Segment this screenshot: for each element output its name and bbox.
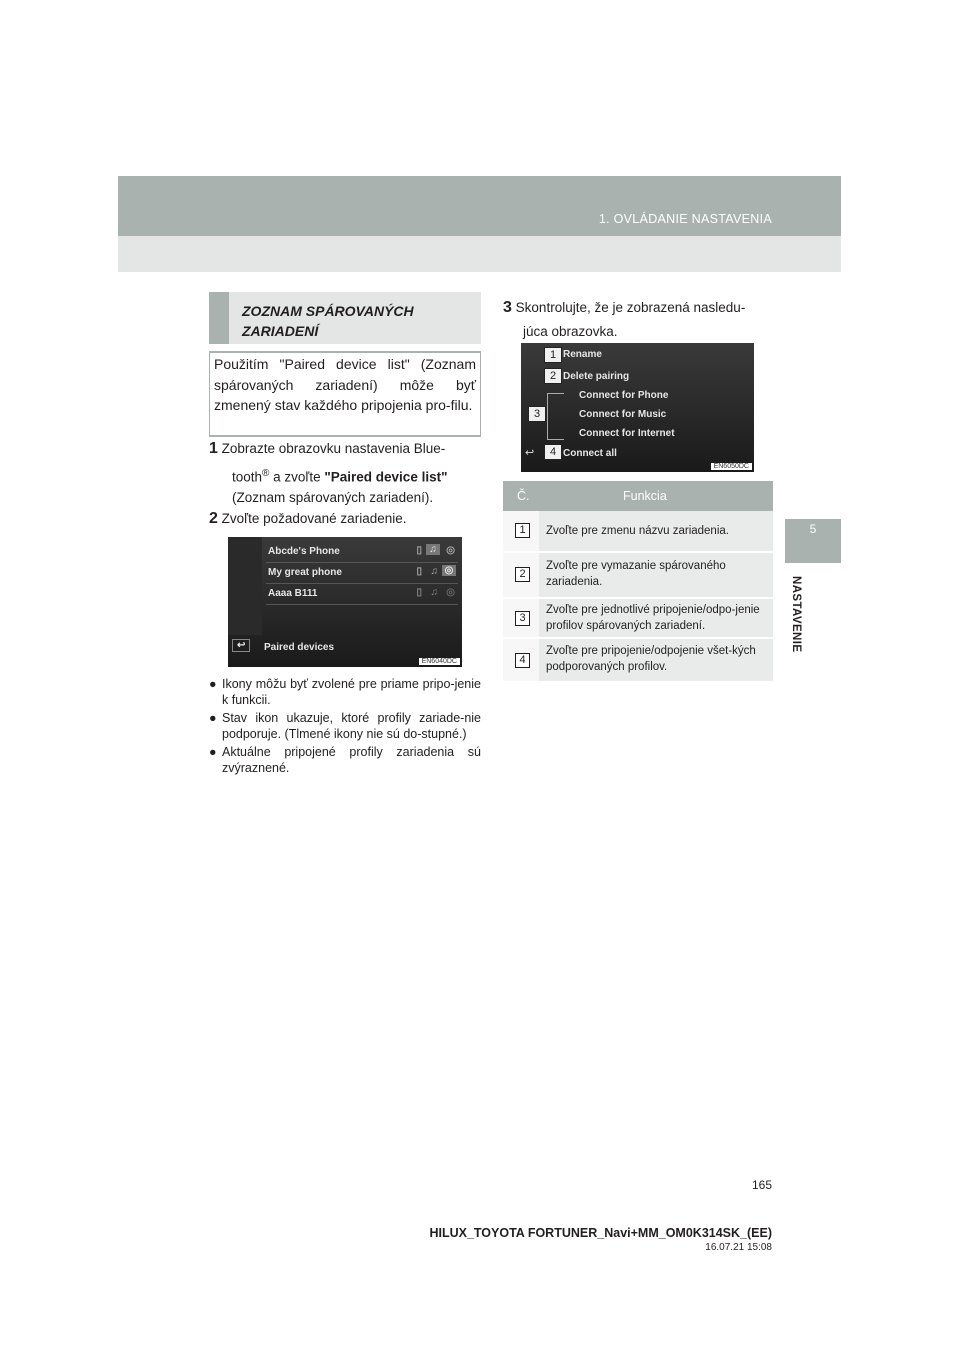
table-num-cell (503, 599, 539, 637)
table-row (503, 511, 773, 551)
doc-date: 16.07.21 15:08 (705, 1242, 772, 1253)
chapter-tab (785, 519, 841, 563)
table-header-num: Č. (517, 489, 530, 503)
music-icon[interactable]: ♫ (430, 566, 438, 577)
screen2-code: EN6050DC (711, 463, 752, 470)
table-row (503, 553, 773, 597)
device-name: Aaaa B111 (268, 588, 318, 599)
table-text: Zvoľte pre vymazanie spárovaného zariadenia. (546, 560, 726, 588)
table-num: 4 (515, 653, 530, 668)
step-3-text-b: júca obrazovka. (523, 324, 618, 339)
internet-icon[interactable]: ◎ (442, 565, 456, 576)
step-1-bold: "Paired device list" (324, 469, 448, 485)
table-text: Zvoľte pre zmenu názvu zariadenia. (546, 525, 729, 537)
screen1-footer (228, 637, 462, 657)
header-subband (118, 236, 841, 272)
marker-1: 1 (544, 347, 562, 363)
internet-icon[interactable]: ◎ (446, 545, 455, 556)
registered-mark: ® (262, 468, 270, 479)
table-num: 1 (515, 523, 530, 538)
step-1 (209, 439, 484, 508)
option-rename[interactable] (563, 349, 796, 360)
marker-4: 4 (544, 444, 562, 460)
bullet-item (209, 744, 481, 776)
table-num: 2 (515, 567, 530, 582)
option-label: Connect for Music (579, 409, 667, 420)
step-1-text-b2: a zvoľte (269, 469, 325, 485)
option-label: Connect for Phone (579, 390, 669, 401)
section-title-bar (209, 292, 229, 344)
bullet-icon: ● (209, 711, 217, 725)
table-num-cell (503, 553, 539, 597)
marker-3: 3 (528, 406, 546, 422)
device-row[interactable] (266, 563, 458, 584)
step-3-text-a: Skontrolujte, že je zobrazená nasledu- (515, 300, 746, 315)
phone-icon[interactable]: ▯ (416, 587, 422, 598)
chapter-label: NASTAVENIE (790, 576, 802, 653)
screen1-code: EN6040DC (419, 658, 460, 665)
marker-2: 2 (544, 368, 562, 384)
phone-icon[interactable]: ▯ (416, 545, 422, 556)
back-icon[interactable]: ↩ (525, 447, 535, 459)
internet-icon[interactable]: ◎ (446, 587, 455, 598)
bullet-list (209, 676, 481, 776)
step-1-number: 1 (209, 440, 218, 457)
screen1-sidebar (228, 537, 262, 635)
step-2 (209, 509, 406, 529)
bullet-text: Stav ikon ukazuje, ktoré profily zariade-nie podporuje. (Tlmené ikony nie sú do-stupné.) (222, 711, 481, 741)
device-name: Abcde's Phone (268, 546, 340, 557)
screen1-footer-label: Paired devices (264, 642, 335, 653)
option-connect-all[interactable] (563, 448, 796, 459)
option-label: Delete pairing (563, 371, 630, 382)
bullet-item (209, 676, 481, 708)
step-2-number: 2 (209, 510, 218, 527)
doc-id: HILUX_TOYOTA FORTUNER_Navi+MM_OM0K314SK_(EE) (429, 1226, 772, 1240)
step-2-text: Zvoľte požadované zariadenie. (221, 511, 407, 526)
option-connect-internet[interactable] (579, 428, 812, 439)
bullet-text: Ikony môžu byť zvolené pre priame pripo-jenie k funkcii. (222, 677, 481, 707)
device-row[interactable] (266, 542, 458, 563)
table-num-cell (503, 511, 539, 551)
option-delete-pairing[interactable] (563, 371, 796, 382)
option-label: Connect all (563, 448, 617, 459)
bullet-icon: ● (209, 745, 217, 759)
bullet-icon: ● (209, 677, 217, 691)
table-num: 3 (515, 611, 530, 626)
step-1-text-a: Zobrazte obrazovku nastavenia Blue- (221, 441, 446, 456)
step-1-text-b1: tooth (232, 469, 263, 485)
step-3 (503, 298, 775, 342)
group-bracket (547, 393, 564, 440)
option-label: Rename (563, 349, 602, 360)
option-connect-music[interactable] (579, 409, 812, 420)
section-header-title: 1. OVLÁDANIE NASTAVENIA (598, 212, 772, 226)
paired-devices-screen (228, 537, 462, 667)
option-connect-phone[interactable] (579, 390, 812, 401)
device-row[interactable] (266, 584, 458, 605)
table-header (503, 481, 773, 511)
option-label: Connect for Internet (579, 428, 675, 439)
table-row (503, 599, 773, 637)
table-row (503, 639, 773, 681)
page-number: 165 (751, 1178, 772, 1192)
device-options-screen (521, 343, 754, 472)
music-icon[interactable]: ♫ (430, 587, 438, 598)
step-1-text-c: (Zoznam spárovaných zariadení). (232, 489, 434, 505)
section-title: ZOZNAM SPÁROVANÝCH ZARIADENÍ (242, 303, 414, 339)
bullet-text: Aktuálne pripojené profily zariadenia sú zvýraznené. (222, 745, 481, 775)
back-icon[interactable]: ↩ (232, 639, 250, 652)
header-band (118, 176, 841, 236)
table-num-cell (503, 639, 539, 681)
music-icon[interactable]: ♫ (426, 544, 440, 555)
intro-text: Použitím "Paired device list" (Zoznam spárovaných zariadení) môže byť zmenený stav každého pripojenia pro-filu. (214, 356, 476, 413)
step-3-number: 3 (503, 299, 512, 316)
table-text: Zvoľte pre pripojenie/odpojenie všet-kých podporovaných profilov. (546, 645, 756, 673)
table-header-function: Funkcia (623, 489, 667, 503)
chapter-label-wrap (783, 576, 811, 656)
device-name: My great phone (268, 567, 342, 578)
table-text: Zvoľte pre jednotlivé pripojenie/odpo-jenie profilov spárovaných zariadení. (546, 604, 760, 632)
bullet-item (209, 710, 481, 742)
chapter-number: 5 (809, 522, 817, 536)
phone-icon[interactable]: ▯ (416, 566, 422, 577)
